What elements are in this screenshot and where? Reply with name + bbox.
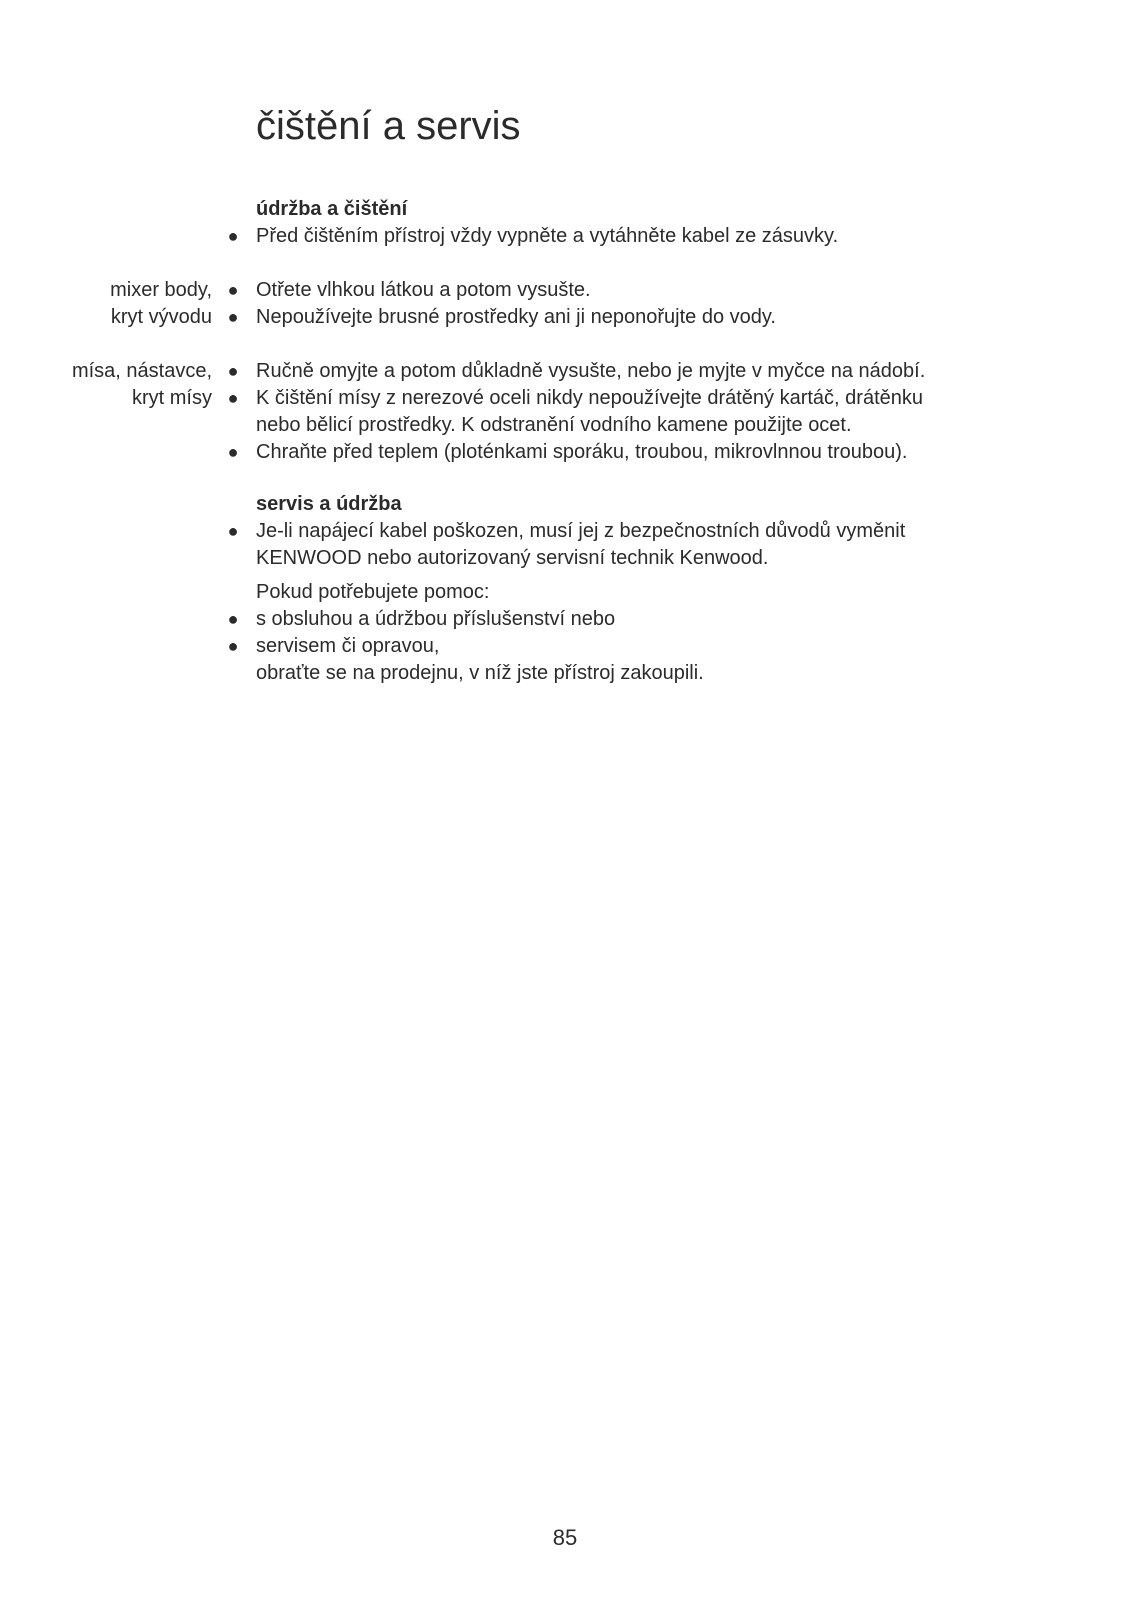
- content: [0, 196, 1130, 687]
- list-item-text: Je-li napájecí kabel poškozen, musí jej z bezpečnostních důvodů vyměnit: [256, 520, 906, 542]
- list-item: [0, 304, 1130, 331]
- list-item: [0, 385, 1130, 412]
- section-heading-maintenance: údržba a čištění: [256, 198, 408, 220]
- list-item-continuation: [0, 545, 1130, 572]
- bullet-icon: ●: [227, 307, 239, 327]
- bullet-icon: ●: [227, 388, 239, 408]
- page-title: čištění a servis: [256, 104, 521, 148]
- help-outro-text: obraťte se na prodejnu, v níž jste přístroj zakoupili.: [256, 662, 704, 684]
- list-item-text: Chraňte před teplem (ploténkami sporáku, troubou, mikrovlnnou troubou).: [256, 441, 908, 463]
- help-intro: [0, 579, 1130, 606]
- list-item-continuation: [0, 412, 1130, 439]
- list-item-text: Před čištěním přístroj vždy vypněte a vytáhněte kabel ze zásuvky.: [256, 225, 839, 247]
- list-item-text: s obsluhou a údržbou příslušenství nebo: [256, 608, 616, 630]
- list-item: [0, 633, 1130, 660]
- list-item-text: nebo bělicí prostředky. K odstranění vodního kamene použijte ocet.: [256, 414, 852, 436]
- list-item: [0, 223, 1130, 250]
- list-item: [0, 439, 1130, 466]
- list-item-text: K čištění mísy z nerezové oceli nikdy nepoužívejte drátěný kartáč, drátěnku: [256, 387, 924, 409]
- side-label-bowl-cover: kryt mísy: [132, 387, 212, 409]
- list-item: [0, 518, 1130, 545]
- side-label-outlet-cover: kryt vývodu: [110, 306, 212, 328]
- section-heading-service: servis a údržba: [256, 493, 402, 515]
- page-number: 85: [552, 1525, 578, 1550]
- list-item: [0, 358, 1130, 385]
- side-label-bowl-tools: mísa, nástavce,: [71, 360, 212, 382]
- list-item: [0, 606, 1130, 633]
- list-item-text: servisem či opravou,: [256, 635, 440, 657]
- bullet-icon: ●: [227, 226, 239, 246]
- side-label-mixer-body: mixer body,: [110, 279, 212, 301]
- bullet-icon: ●: [227, 361, 239, 381]
- help-intro-text: Pokud potřebujete pomoc:: [256, 581, 490, 603]
- list-item-text: Ručně omyjte a potom důkladně vysušte, nebo je myjte v myčce na nádobí.: [256, 360, 926, 382]
- list-item-text: Nepoužívejte brusné prostředky ani ji neponořujte do vody.: [256, 306, 776, 328]
- list-item-text: Otřete vlhkou látkou a potom vysušte.: [256, 279, 591, 301]
- list-item-text: KENWOOD nebo autorizovaný servisní technik Kenwood.: [256, 547, 769, 569]
- bullet-icon: ●: [227, 609, 239, 629]
- help-outro: [0, 660, 1130, 687]
- bullet-icon: ●: [227, 636, 239, 656]
- list-item: [0, 277, 1130, 304]
- bullet-icon: ●: [227, 280, 239, 300]
- bullet-icon: ●: [227, 521, 239, 541]
- bullet-icon: ●: [227, 442, 239, 462]
